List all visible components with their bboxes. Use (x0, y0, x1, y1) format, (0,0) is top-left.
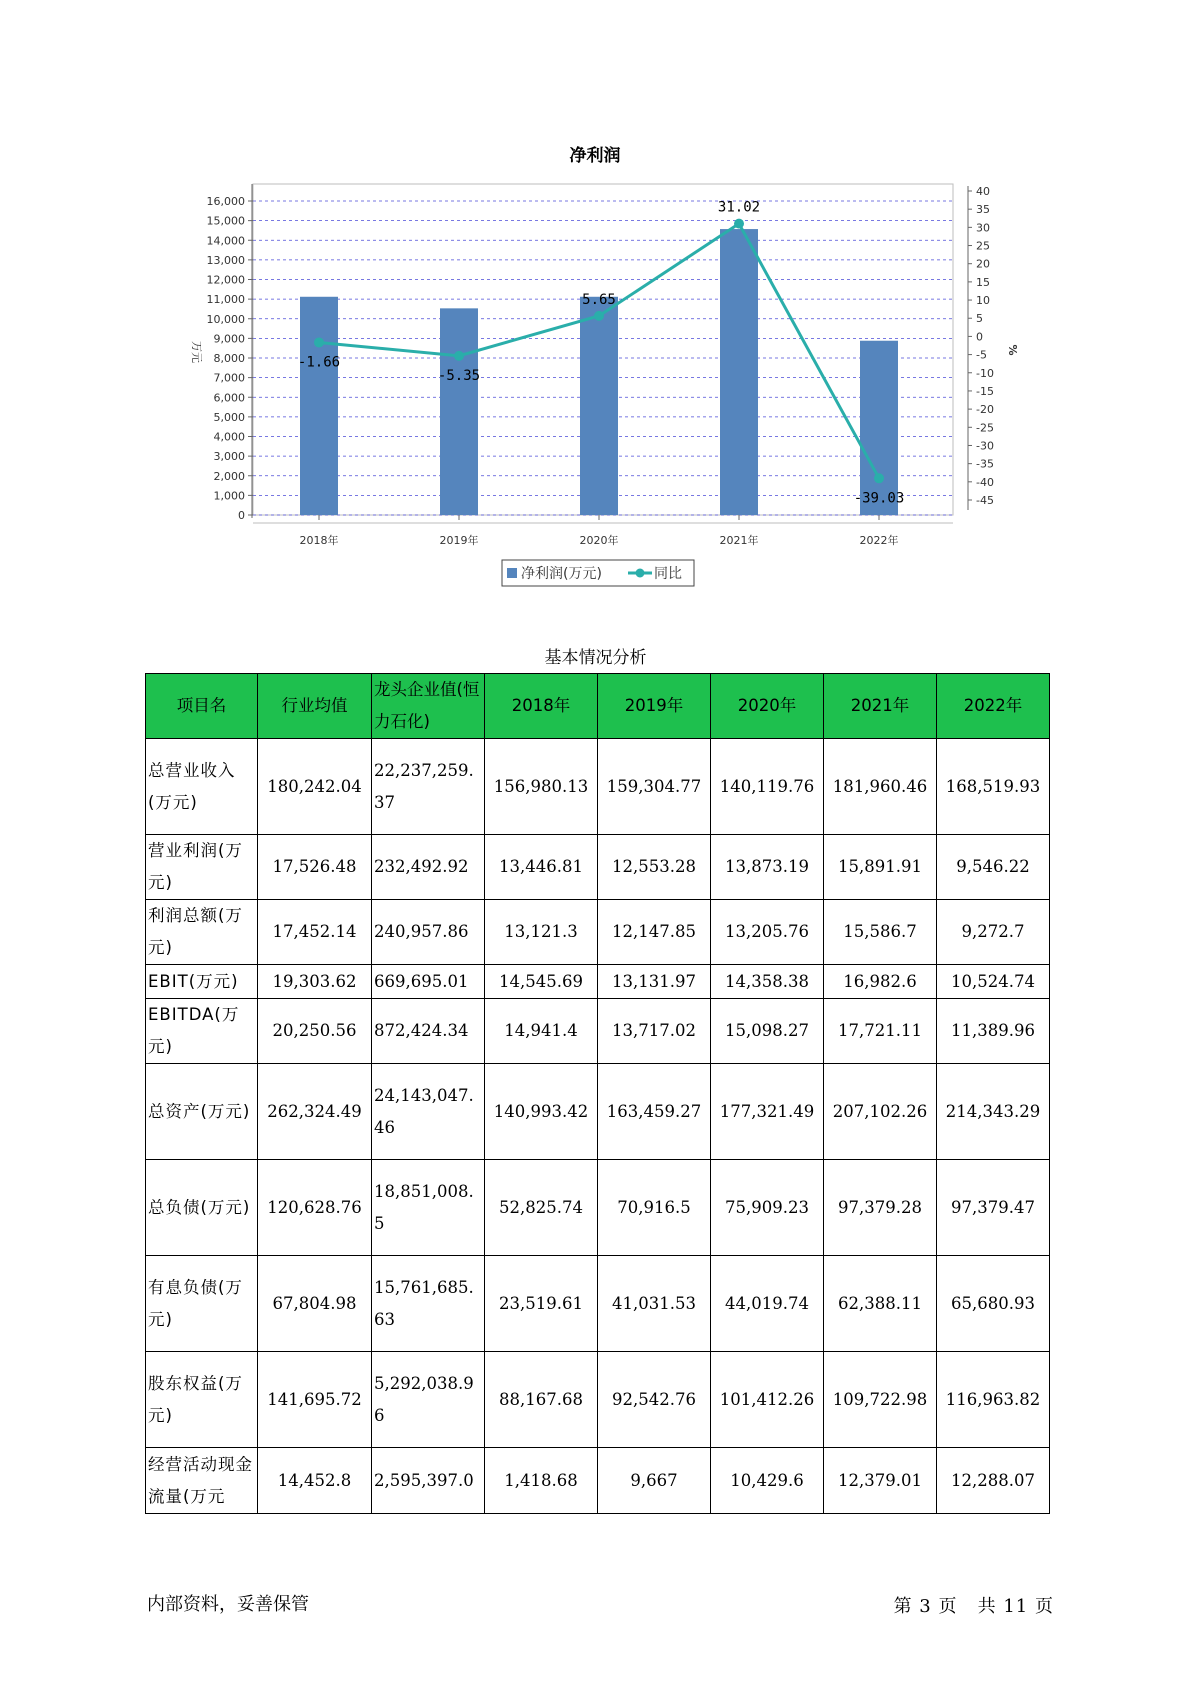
table-cell: 14,358.38 (711, 965, 824, 999)
right-axis-tick-label: 5 (976, 312, 983, 326)
table-header-cell: 2019年 (598, 674, 711, 739)
table-header-cell: 2020年 (711, 674, 824, 739)
row-name-cell: 经营活动现金流量(万元 (146, 1448, 258, 1514)
table-cell: 12,147.85 (598, 900, 711, 965)
table-cell: 9,272.7 (937, 900, 1050, 965)
yoy-point (314, 337, 324, 347)
table-cell: 214,343.29 (937, 1064, 1050, 1160)
bar (437, 308, 481, 515)
table-cell: 5,292,038.96 (372, 1352, 485, 1448)
table-cell: 20,250.56 (258, 999, 372, 1064)
table-cell: 92,542.76 (598, 1352, 711, 1448)
x-axis-tick-label: 2021年 (719, 534, 759, 547)
table-cell: 70,916.5 (598, 1160, 711, 1256)
table-header-cell: 2022年 (937, 674, 1050, 739)
table-row (146, 900, 1050, 965)
table-cell: 116,963.82 (937, 1352, 1050, 1448)
yoy-data-label: 5.65 (582, 291, 616, 308)
yoy-point (874, 473, 884, 483)
row-name-cell: EBIT(万元) (146, 965, 258, 999)
yoy-point (594, 311, 604, 321)
table-row (146, 1160, 1050, 1256)
right-axis-tick-label: -10 (976, 366, 994, 380)
right-axis-tick-label: -45 (976, 494, 994, 507)
table-cell: 12,288.07 (937, 1448, 1050, 1514)
table-cell: 75,909.23 (711, 1160, 824, 1256)
yoy-data-label: 31.02 (717, 199, 761, 216)
table-cell: 12,553.28 (598, 835, 711, 900)
table-cell: 15,098.27 (711, 999, 824, 1064)
table-cell: 2,595,397.0 (372, 1448, 485, 1514)
table-cell: 17,721.11 (824, 999, 937, 1064)
right-axis-tick-label: -30 (976, 439, 994, 453)
table-cell: 88,167.68 (485, 1352, 598, 1448)
table-cell: 10,524.74 (937, 965, 1050, 999)
table-cell: 120,628.76 (258, 1160, 372, 1256)
row-name-cell: 营业利润(万元) (146, 835, 258, 900)
table-cell: 10,429.6 (711, 1448, 824, 1514)
table-cell: 9,546.22 (937, 835, 1050, 900)
left-axis-tick-label: 16,000 (206, 195, 245, 208)
analysis-table (145, 673, 1050, 1514)
table-cell: 141,695.72 (258, 1352, 372, 1448)
table-row (146, 999, 1050, 1064)
left-axis-tick-label: 4,000 (213, 430, 245, 444)
table-header-cell: 2021年 (824, 674, 937, 739)
table-cell: 156,980.13 (485, 739, 598, 835)
right-axis-tick-label: -35 (976, 457, 994, 471)
yoy-data-label: -1.66 (297, 354, 341, 371)
table-cell: 17,452.14 (258, 900, 372, 965)
left-axis-tick-label: 8,000 (213, 352, 245, 365)
x-axis-tick-label: 2020年 (579, 534, 619, 547)
row-name-cell: 总负债(万元) (146, 1160, 258, 1256)
table-cell: 13,205.76 (711, 900, 824, 965)
left-axis-tick-label: 9,000 (213, 332, 245, 346)
footer-page-number: 第 3 页 共 11 页 (893, 1596, 1054, 1617)
table-cell: 15,891.91 (824, 835, 937, 900)
left-axis-tick-label: 13,000 (206, 253, 245, 267)
table-cell: 163,459.27 (598, 1064, 711, 1160)
legend-bar-label: 净利润(万元) (521, 566, 602, 582)
right-axis-tick-label: 35 (976, 203, 990, 217)
table-cell: 669,695.01 (372, 965, 485, 999)
table-cell: 140,119.76 (711, 739, 824, 835)
left-axis-tick-label: 0 (238, 509, 245, 522)
table-cell: 177,321.49 (711, 1064, 824, 1160)
table-cell: 109,722.98 (824, 1352, 937, 1448)
row-name-cell: 股东权益(万元) (146, 1352, 258, 1448)
table-row (146, 1448, 1050, 1514)
legend-line-label: 同比 (654, 566, 682, 582)
row-name-cell: 有息负债(万元) (146, 1256, 258, 1352)
table-cell: 23,519.61 (485, 1256, 598, 1352)
table-cell: 15,586.7 (824, 900, 937, 965)
row-name-cell: 利润总额(万元) (146, 900, 258, 965)
table-row (146, 739, 1050, 835)
legend-line-marker (636, 569, 645, 578)
table-cell: 18,851,008.5 (372, 1160, 485, 1256)
table-cell: 62,388.11 (824, 1256, 937, 1352)
yoy-point (734, 219, 744, 229)
yoy-point (454, 351, 464, 361)
yoy-data-label: -5.35 (437, 367, 481, 384)
left-axis-tick-label: 14,000 (206, 234, 245, 248)
table-row (146, 835, 1050, 900)
table-cell: 240,957.86 (372, 900, 485, 965)
chart-title: 净利润 (569, 146, 621, 166)
right-axis-tick-label: 30 (976, 221, 990, 235)
x-axis-tick-label: 2019年 (439, 534, 479, 547)
table-header-cell: 行业均值 (258, 674, 372, 739)
table-cell: 872,424.34 (372, 999, 485, 1064)
left-axis-tick-label: 10,000 (206, 312, 245, 326)
bar (580, 297, 618, 515)
row-name-cell: 总资产(万元) (146, 1064, 258, 1160)
net-profit-chart (0, 0, 1191, 600)
table-cell: 180,242.04 (258, 739, 372, 835)
table-cell: 13,873.19 (711, 835, 824, 900)
table-cell: 97,379.28 (824, 1160, 937, 1256)
left-axis-tick-label: 11,000 (206, 293, 245, 307)
table-cell: 168,519.93 (937, 739, 1050, 835)
bar (720, 229, 758, 515)
table-cell: 232,492.92 (372, 835, 485, 900)
table-cell: 14,941.4 (485, 999, 598, 1064)
table-cell: 9,667 (598, 1448, 711, 1514)
table-cell: 17,526.48 (258, 835, 372, 900)
right-axis-tick-label: 20 (976, 257, 990, 271)
table-caption: 基本情况分析 (544, 648, 647, 668)
x-axis-tick-label: 2022年 (859, 534, 899, 547)
table-cell: 13,121.3 (485, 900, 598, 965)
table-cell: 140,993.42 (485, 1064, 598, 1160)
table-cell: 181,960.46 (824, 739, 937, 835)
left-axis-tick-label: 7,000 (213, 371, 245, 385)
table-header-cell: 2018年 (485, 674, 598, 739)
row-name-cell: 总营业收入(万元) (146, 739, 258, 835)
left-axis-tick-label: 3,000 (213, 450, 245, 464)
left-axis-tick-label: 6,000 (213, 391, 245, 405)
table-cell: 22,237,259.37 (372, 739, 485, 835)
table-row (146, 1352, 1050, 1448)
right-axis-tick-label: -40 (976, 475, 994, 489)
table-cell: 13,131.97 (598, 965, 711, 999)
chart-svg (0, 0, 1191, 600)
right-axis-tick-label: 40 (976, 185, 990, 198)
left-axis-label: 万元 (190, 341, 203, 363)
table-cell: 52,825.74 (485, 1160, 598, 1256)
bar (860, 341, 898, 515)
table-cell: 1,418.68 (485, 1448, 598, 1514)
table-cell: 41,031.53 (598, 1256, 711, 1352)
table-header-cell: 项目名 (146, 674, 258, 739)
table-row (146, 1064, 1050, 1160)
table-cell: 15,761,685.63 (372, 1256, 485, 1352)
table-header-row (146, 674, 1050, 739)
left-axis-tick-label: 5,000 (213, 410, 245, 424)
table-cell: 19,303.62 (258, 965, 372, 999)
left-axis-tick-label: 1,000 (213, 489, 245, 503)
table-cell: 16,982.6 (824, 965, 937, 999)
table-body (146, 739, 1050, 1514)
table-cell: 12,379.01 (824, 1448, 937, 1514)
table-cell: 13,717.02 (598, 999, 711, 1064)
left-axis-tick-label: 12,000 (206, 273, 245, 287)
left-axis-tick-label: 15,000 (206, 214, 245, 228)
right-axis-tick-label: 25 (976, 239, 990, 253)
yoy-data-label: -39.03 (853, 490, 905, 507)
x-axis-tick-label: 2018年 (299, 534, 339, 547)
table-cell: 159,304.77 (598, 739, 711, 835)
table-cell: 262,324.49 (258, 1064, 372, 1160)
table-cell: 14,545.69 (485, 965, 598, 999)
row-name-cell: EBITDA(万元) (146, 999, 258, 1064)
table-header-cell: 龙头企业值(恒力石化) (372, 674, 485, 739)
table-row (146, 965, 1050, 999)
table-cell: 207,102.26 (824, 1064, 937, 1160)
table-cell: 11,389.96 (937, 999, 1050, 1064)
bar (297, 297, 341, 515)
table-cell: 97,379.47 (937, 1160, 1050, 1256)
right-axis-tick-label: -5 (976, 348, 987, 362)
table-cell: 14,452.8 (258, 1448, 372, 1514)
table-cell: 101,412.26 (711, 1352, 824, 1448)
table-cell: 24,143,047.46 (372, 1064, 485, 1160)
right-axis-tick-label: -20 (976, 403, 994, 417)
right-axis-tick-label: -25 (976, 421, 994, 435)
right-axis-tick-label: 0 (976, 330, 983, 344)
table-cell: 65,680.93 (937, 1256, 1050, 1352)
footer-confidential-note: 内部资料，妥善保管 (147, 1594, 309, 1615)
right-axis-tick-label: -15 (976, 384, 994, 398)
right-axis-tick-label: 10 (976, 294, 990, 308)
right-axis-tick-label: 15 (976, 275, 990, 289)
left-axis-tick-label: 2,000 (213, 469, 245, 483)
table-row (146, 1256, 1050, 1352)
table-cell: 67,804.98 (258, 1256, 372, 1352)
legend-bar-swatch (507, 568, 517, 578)
right-axis-label: % (1006, 344, 1019, 356)
table-cell: 13,446.81 (485, 835, 598, 900)
table-cell: 44,019.74 (711, 1256, 824, 1352)
